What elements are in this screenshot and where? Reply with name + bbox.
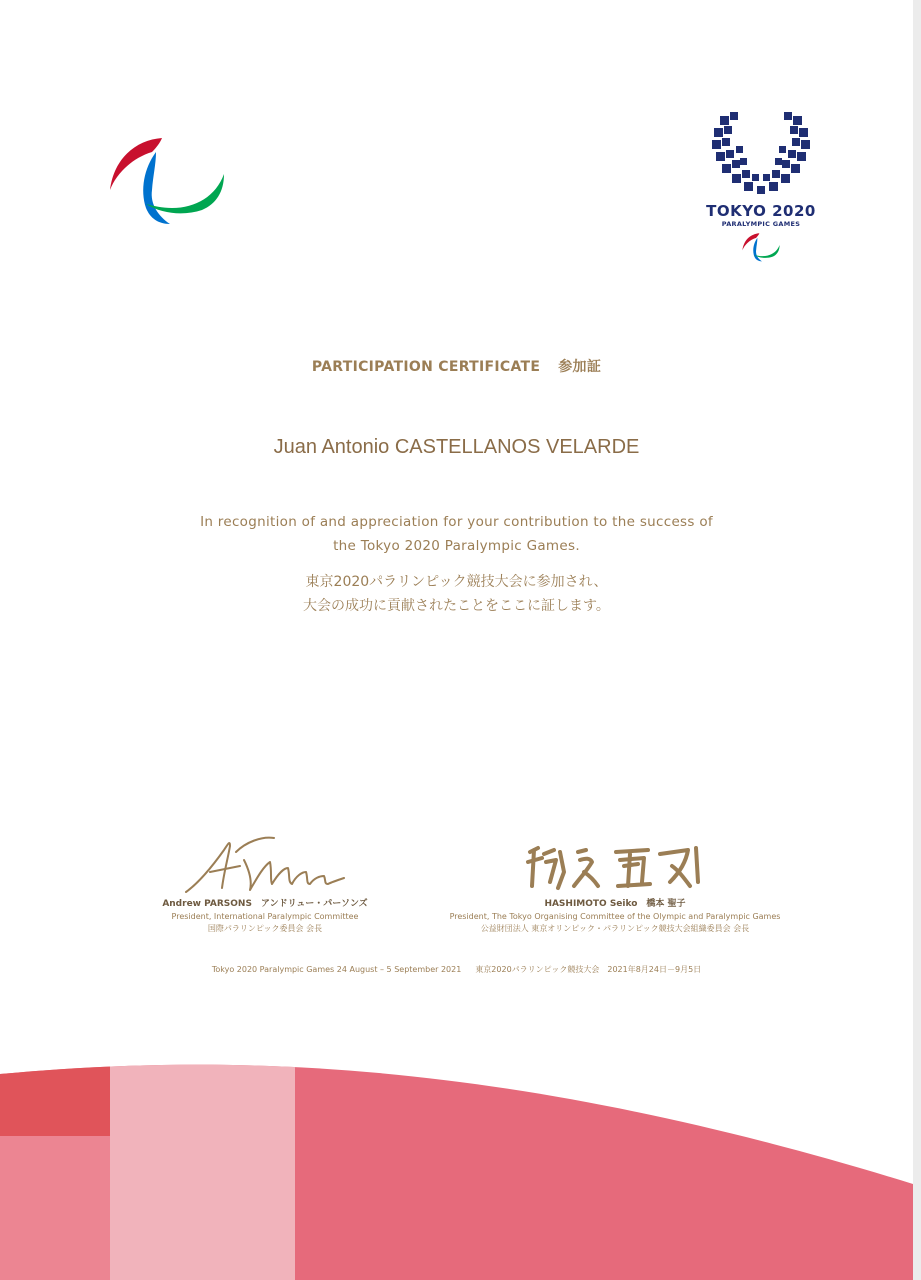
agitos-blue-swoosh	[143, 152, 170, 224]
emblem-subtitle: PARALYMPIC GAMES	[721, 220, 801, 228]
certificate-title	[0, 356, 913, 376]
tokyo-2020-paralympic-emblem	[706, 108, 816, 268]
page-edge	[913, 0, 921, 1280]
signer-role-jp: 公益財団法人 東京オリンピック・パラリンピック競技大会組織委員会 会長	[480, 924, 750, 933]
event-dates-en: Tokyo 2020 Paralympic Games 24 August – 5 September 2021	[211, 965, 462, 974]
recognition-text-jp	[150, 570, 763, 618]
mini-agitos-icon	[740, 232, 782, 262]
certificate-title-en: PARTICIPATION CERTIFICATE	[311, 359, 541, 375]
signer-role-en: President, The Tokyo Organising Committee of the Olympic and Paralympic Games	[449, 912, 781, 921]
checkered-emblem-icon	[706, 108, 816, 200]
signer-name: HASHIMOTO Seiko 橋本 聖子	[544, 899, 686, 909]
recognition-text-en	[150, 510, 763, 558]
recognition-en-line-2: the Tokyo 2020 Paralympic Games.	[333, 538, 580, 554]
event-dates-jp: 東京2020パラリンピック競技大会 2021年8月24日－9月5日	[475, 965, 702, 974]
event-dates-footer	[0, 964, 913, 975]
band-red-corner	[0, 1060, 110, 1136]
band-light-panel	[110, 1060, 295, 1280]
signer-role-jp: 国際パラリンピック委員会 会長	[207, 924, 323, 933]
recipient-name: Juan Antonio CASTELLANOS VELARDE	[273, 436, 640, 458]
hashimoto-signature	[520, 842, 705, 894]
signer-role-en: President, International Paralympic Committee	[171, 912, 359, 921]
band-mid-panel	[0, 1136, 110, 1280]
signer-name: Andrew PARSONS アンドリュー・パーソンズ	[162, 899, 368, 909]
emblem-title: TOKYO 2020	[706, 202, 816, 220]
decorative-bottom-band	[0, 1060, 913, 1280]
agitos-green-swoosh	[146, 174, 224, 213]
signer-parsons	[140, 898, 390, 935]
paralympic-agitos-logo	[106, 134, 228, 226]
signer-hashimoto	[430, 898, 800, 935]
recognition-jp-line-2: 大会の成功に貢献されたことをここに証します。	[303, 598, 610, 614]
recognition-jp-line-1: 東京2020パラリンピック競技大会に参加され、	[305, 574, 608, 590]
recognition-en-line-1: In recognition of and appreciation for your contribution to the success of	[200, 514, 713, 530]
certificate-title-jp: 参加証	[558, 359, 602, 375]
parsons-signature	[180, 832, 355, 896]
